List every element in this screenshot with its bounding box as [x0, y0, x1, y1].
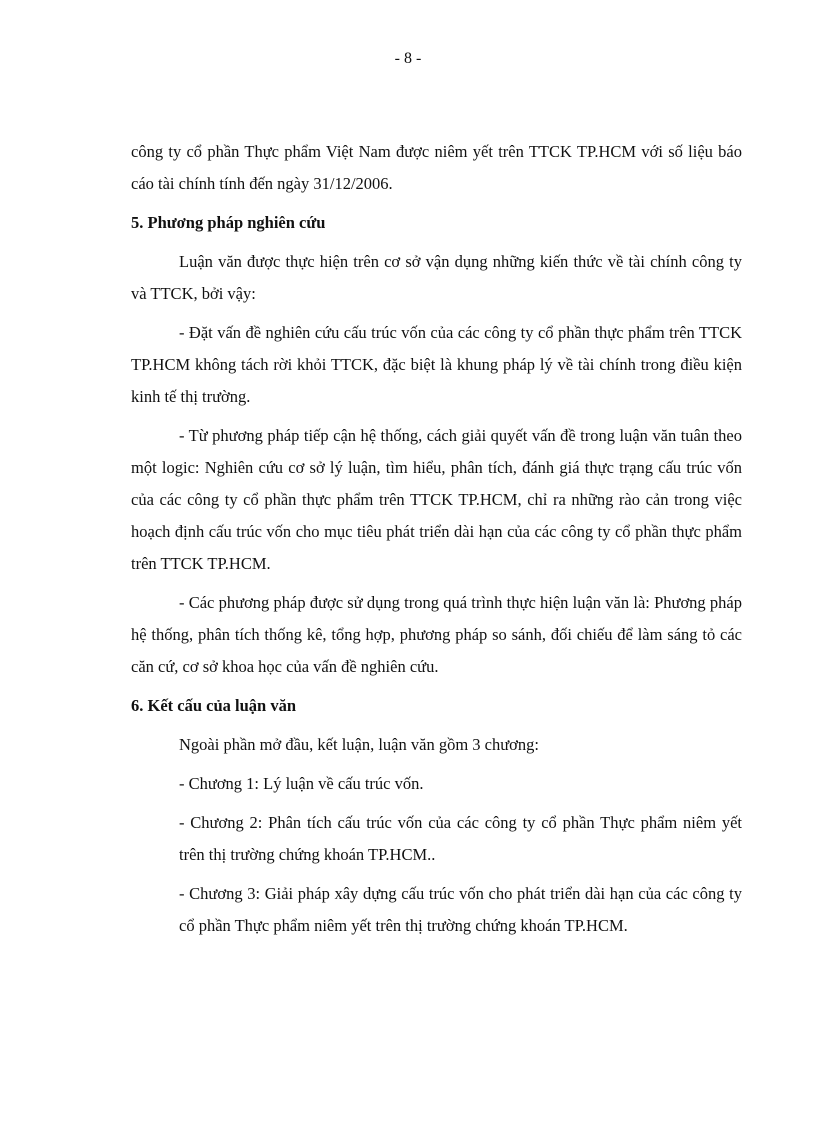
paragraph-continuation: công ty cổ phần Thực phẩm Việt Nam được niêm yết trên TTCK TP.HCM với số liệu báo cáo tài chính tính đến ngày 31/12/2006.	[131, 142, 742, 193]
paragraph-methods-item-2: - Từ phương pháp tiếp cận hệ thống, cách giải quyết vấn đề trong luận văn tuân theo một logic: Nghiên cứu cơ sở lý luận, tìm hiểu, phân tích, đánh giá thực trạng cấu trúc vốn của các công ty cổ phần thực phẩm trên TTCK TP.HCM, chỉ ra những rào cản trong việc hoạch định cấu trúc vốn cho mục tiêu phát triển dài hạn của các công ty cổ phần thực phẩm trên TTCK TP.HCM.	[131, 426, 742, 573]
paragraph-methods-item-3: - Các phương pháp được sử dụng trong quá trình thực hiện luận văn là: Phương pháp hệ thống, phân tích thống kê, tổng hợp, phương pháp so sánh, đối chiếu để làm sáng tỏ các căn cứ, cơ sở khoa học của vấn đề nghiên cứu.	[131, 593, 742, 676]
page-number: - 8 -	[394, 50, 422, 67]
section-heading-methods: 5. Phương pháp nghiên cứu	[131, 213, 326, 232]
paragraph-structure-intro: Ngoài phần mở đầu, kết luận, luận văn gồm 3 chương:	[179, 735, 539, 754]
paragraph-chapter-1: - Chương 1: Lý luận về cấu trúc vốn.	[179, 774, 424, 793]
section-heading-structure: 6. Kết cấu của luận văn	[131, 696, 297, 715]
paragraph-chapter-2: - Chương 2: Phân tích cấu trúc vốn của các công ty cổ phần Thực phẩm niêm yết trên thị trường chứng khoán TP.HCM..	[179, 813, 742, 864]
paragraph-methods-item-1: - Đặt vấn đề nghiên cứu cấu trúc vốn của các công ty cổ phần thực phẩm trên TTCK TP.HCM không tách rời khỏi TTCK, đặc biệt là khung pháp lý về tài chính trong điều kiện kinh tế thị trường.	[131, 323, 742, 406]
body-text	[131, 136, 742, 949]
paragraph-methods-intro: Luận văn được thực hiện trên cơ sở vận dụng những kiến thức về tài chính công ty và TTCK, bởi vậy:	[131, 252, 742, 303]
paragraph-chapter-3: - Chương 3: Giải pháp xây dựng cấu trúc vốn cho phát triển dài hạn của các công ty cổ phần Thực phẩm niêm yết trên thị trường chứng khoán TP.HCM.	[179, 884, 742, 935]
